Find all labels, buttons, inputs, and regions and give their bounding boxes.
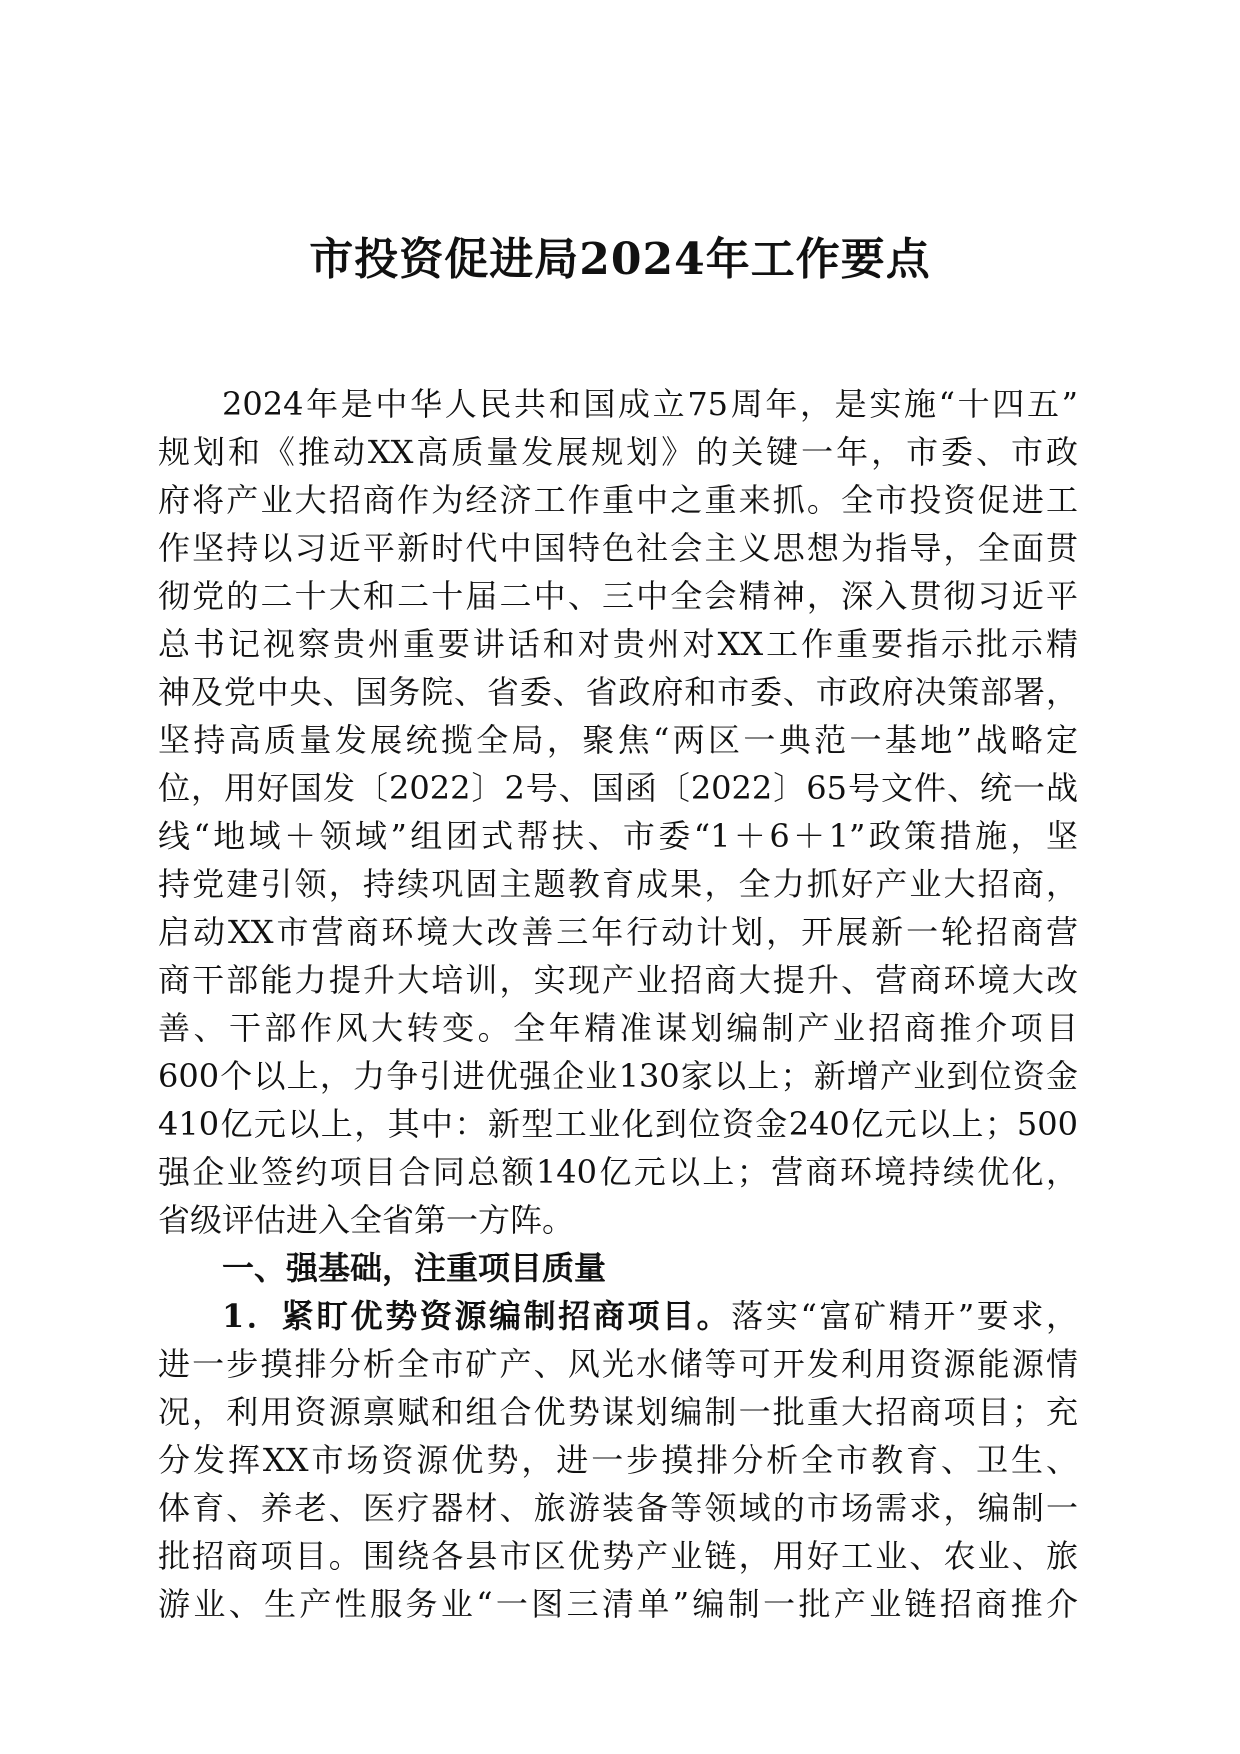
intro-line: 总书记视察贵州重要讲话和对贵州对XX工作重要指示批示精 <box>158 625 1078 663</box>
item-heading: 1．紧盯优势资源编制招商项目。 <box>222 1297 732 1335</box>
item-line: 体育、养老、医疗器材、旅游装备等领域的市场需求，编制一 <box>158 1489 1078 1527</box>
intro-line: 神及党中央、国务院、省委、省政府和市委、市政府决策部署， <box>158 673 1078 711</box>
intro-line: 商干部能力提升大培训，实现产业招商大提升、营商环境大改 <box>158 961 1078 999</box>
document-title: 市投资促进局2024年工作要点 <box>309 234 931 285</box>
section-heading: 一、强基础，注重项目质量 <box>222 1249 607 1287</box>
item-line: 游业、生产性服务业“一图三清单”编制一批产业链招商推介 <box>158 1585 1078 1623</box>
intro-line: 彻党的二十大和二十届二中、三中全会精神，深入贯彻习近平 <box>158 577 1078 615</box>
intro-line: 强企业签约项目合同总额140亿元以上；营商环境持续优化， <box>158 1153 1078 1191</box>
item-line: 批招商项目。围绕各县市区优势产业链，用好工业、农业、旅 <box>158 1537 1078 1575</box>
intro-line: 2024年是中华人民共和国成立75周年，是实施“十四五” <box>222 385 1078 423</box>
intro-line: 作坚持以习近平新时代中国特色社会主义思想为指导，全面贯 <box>158 529 1078 567</box>
item-first-line <box>158 1292 1078 1340</box>
item-line: 分发挥XX市场资源优势，进一步摸排分析全市教育、卫生、 <box>158 1441 1078 1479</box>
document-body <box>158 380 1078 1628</box>
intro-line: 府将产业大招商作为经济工作重中之重来抓。全市投资促进工 <box>158 481 1078 519</box>
item-line: 况，利用资源禀赋和组合优势谋划编制一批重大招商项目；充 <box>158 1393 1078 1431</box>
intro-line: 线“地域＋领域”组团式帮扶、市委“1＋6＋1”政策措施，坚 <box>158 817 1078 855</box>
item-first-line-text: 落实“富矿精开”要求， <box>731 1297 1078 1335</box>
intro-line: 规划和《推动XX高质量发展规划》的关键一年，市委、市政 <box>158 433 1078 471</box>
intro-line: 600个以上，力争引进优强企业130家以上；新增产业到位资金 <box>158 1057 1078 1095</box>
intro-line: 410亿元以上，其中：新型工业化到位资金240亿元以上；500 <box>158 1105 1078 1143</box>
intro-line: 善、干部作风大转变。全年精准谋划编制产业招商推介项目 <box>158 1009 1078 1047</box>
intro-line: 省级评估进入全省第一方阵。 <box>158 1201 575 1239</box>
item-line: 进一步摸排分析全市矿产、风光水储等可开发利用资源能源情 <box>158 1345 1078 1383</box>
intro-line: 持党建引领，持续巩固主题教育成果，全力抓好产业大招商， <box>158 865 1078 903</box>
intro-line: 位，用好国发〔2022〕2号、国函〔2022〕65号文件、统一战 <box>158 769 1078 807</box>
intro-line: 启动XX市营商环境大改善三年行动计划，开展新一轮招商营 <box>158 913 1078 951</box>
intro-line: 坚持高质量发展统揽全局，聚焦“两区一典范一基地”战略定 <box>158 721 1078 759</box>
